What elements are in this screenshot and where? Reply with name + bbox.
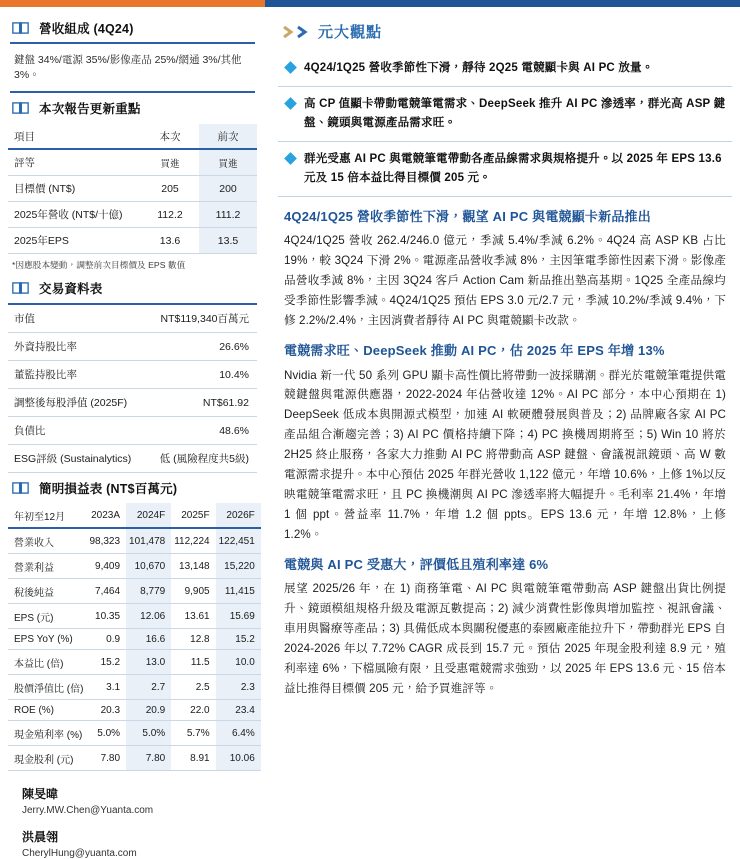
table-row [8,176,257,202]
diamond-bullet-icon [284,61,297,74]
row-value: 5.0% [86,721,126,746]
report-sections [278,197,732,699]
row-value: 112,224 [171,528,215,554]
table-row [8,604,261,629]
analyst-name: 陳旻暐 [22,787,59,802]
book-icon [12,21,29,35]
analyst-email[interactable]: Jerry.MW.Chen@Yuanta.com [22,805,154,817]
viewpoint-bullets [278,51,732,197]
table-row [8,721,261,746]
row-value: 13.0 [126,650,171,675]
table-row [8,629,261,650]
revenue-mix-title: 營收組成 (4Q24) [39,22,134,36]
row-value: 16.6 [126,629,171,650]
row-label: 股價淨值比 (倍) [8,675,86,700]
analyst-email[interactable]: CherylHung@yuanta.com [22,848,137,859]
row-value: NT$61.92 [147,389,257,417]
report-section [278,545,732,699]
row-value: 10.35 [86,604,126,629]
row-label: 營業利益 [8,554,86,579]
table-row [8,650,261,675]
analyst-list [8,771,257,859]
row-label: 現金殖利率 (%) [8,721,86,746]
section-header-update [8,93,257,122]
row-value: 8.91 [171,746,215,771]
row-value-previous: 買進 [199,149,257,176]
row-value-current: 13.6 [141,228,199,254]
column-header: 年初至12月 [8,503,86,528]
row-value-current: 205 [141,176,199,202]
income-statement-table [8,503,261,771]
viewpoint-title: 元大觀點 [318,24,383,41]
bullet-text: 高 CP 值顯卡帶動電競筆電需求、DeepSeek 推升 AI PC 滲透率，群光高 ASP 鍵盤、鏡頭與電源產品需求旺。 [304,97,726,129]
revenue-mix-text: 鍵盤 34%/電源 35%/影像產品 25%/網通 3%/其他 3%。 [14,54,242,81]
row-value: NT$119,340百萬元 [147,304,257,333]
section-paragraph: 4Q24/1Q25 營收 262.4/246.0 億元，季減 5.4%/季減 6.2%。4Q24 高 ASP KB 占比 19%，較 3Q24 下滑 2%。電源產品營收季減 8%，主因筆電季節性因素下滑。影像產品營收季減 8%，主因 3Q24 客戶 Action Cam 新品推出墊高基期。1Q25 全產品線均受季節性影響季減。4Q24/1Q25 預估 EPS 3.0 元/2.7 元，季減 10.2%/季減 9.4%，下修 2.2%/2.4%，主因消費者靜待 AI PC 與電競顯卡改款。 [284,234,726,328]
row-label: ESG評級 (Sustainalytics) [8,445,147,473]
section-header-income [8,473,257,502]
row-label: EPS (元) [8,604,86,629]
double-chevron-right-icon [282,24,309,40]
row-label: 評等 [8,149,141,176]
section-paragraph: Nvidia 新一代 50 系列 GPU 顯卡高性價比將帶動一波採購潮。群光於電競筆電提供電競鍵盤與電源供應器，2022-2024 年佔營收達 12%。AI PC 部分，本中心預期在 1) DeepSeek 低成本與開源式模型，加速 AI 軟硬體發展與普及；2) 品牌廠各家 AI PC 產品組合漸趨完善；3) AI PC 價格持續下降；4) PC 換機周期將至；5) Win 10 將於 2H25 終止服務，各家大力推動 AI PC 將帶動高 ASP 鍵盤、會議視訊鏡頭、高 W 數電源需求提升。本中心預估 2025 年群光營收 1,122 億元，年增 10.6%，上修 1%以反映電競筆電需求旺，且 PC 換機潮與 AI PC 滲透率將大幅提升。毛利率 21.4%，年增 1 個 ppt。營益率 11.7%，年增 1.2 個 ppts。EPS 13.6 元，年增 12.8%，上修 1.2%。 [284,368,726,542]
row-value: 23.4 [216,700,261,721]
diamond-bullet-icon [284,97,297,110]
table-row [8,304,257,333]
row-label: 目標價 (NT$) [8,176,141,202]
row-value: 15.2 [216,629,261,650]
viewpoint-header [278,13,732,51]
report-section [278,197,732,331]
row-value-previous: 111.2 [199,202,257,228]
row-label: 負債比 [8,417,147,445]
row-value: 10.0 [216,650,261,675]
column-header: 2023A [86,503,126,528]
row-value: 101,478 [126,528,171,554]
row-value: 2.5 [171,675,215,700]
row-value: 12.8 [171,629,215,650]
viewpoint-bullet [278,51,732,87]
table-row [8,579,261,604]
row-value: 3.1 [86,675,126,700]
row-label: 稅後純益 [8,579,86,604]
row-value: 8,779 [126,579,171,604]
row-value: 5.0% [126,721,171,746]
row-value: 11,415 [216,579,261,604]
row-value-previous: 13.5 [199,228,257,254]
row-value: 13,148 [171,554,215,579]
row-value: 15.69 [216,604,261,629]
book-icon [12,481,29,495]
table-header-row [8,124,257,149]
row-value-current: 買進 [141,149,199,176]
row-value: 20.3 [86,700,126,721]
row-label: 2025年營收 (NT$/十億) [8,202,141,228]
column-header: 前次 [199,124,257,149]
row-value: 7,464 [86,579,126,604]
row-value: 22.0 [171,700,215,721]
section-header-trading [8,273,257,302]
row-label: 本益比 (倍) [8,650,86,675]
section-header-revenue-mix [8,13,257,42]
row-label: 2025年EPS [8,228,141,254]
row-value: 11.5 [171,650,215,675]
row-value: 10.06 [216,746,261,771]
row-label: 現金股利 (元) [8,746,86,771]
row-label: 外資持股比率 [8,333,147,361]
column-header: 2024F [126,503,171,528]
update-table [8,124,257,254]
row-value-current: 112.2 [141,202,199,228]
row-value: 9,905 [171,579,215,604]
row-value: 10,670 [126,554,171,579]
table-row [8,389,257,417]
main-content [272,7,740,801]
row-value: 15,220 [216,554,261,579]
row-value: 12.06 [126,604,171,629]
bullet-text: 4Q24/1Q25 營收季節性下滑，靜待 2Q25 電競顯卡與 AI PC 放量。 [304,62,654,74]
trading-table [8,303,257,473]
row-value: 低 (風險程度共5級) [147,445,257,473]
table-row [8,228,257,254]
table-row [8,554,261,579]
column-header: 本次 [141,124,199,149]
update-title: 本次報告更新重點 [39,102,141,117]
column-header: 2025F [171,503,215,528]
row-value: 5.7% [171,721,215,746]
column-header: 項目 [8,124,141,149]
diamond-bullet-icon [284,152,297,165]
row-label: 市值 [8,304,147,333]
table-row [8,417,257,445]
analyst-entry [22,785,253,816]
row-value: 0.9 [86,629,126,650]
section-heading: 4Q24/1Q25 營收季節性下滑，觀望 AI PC 與電競顯卡新品推出 [284,208,651,224]
bullet-text: 群光受惠 AI PC 與電競筆電帶動各產品線需求與規格提升。以 2025 年 EPS 13.6 元及 15 倍本益比得目標價 205 元。 [304,152,722,184]
analyst-entry [22,828,253,859]
row-value: 98,323 [86,528,126,554]
update-table-note: *因應股本變動，調整前次目標價及 EPS 數值 [12,260,186,271]
section-paragraph: 展望 2025/26 年，在 1) 商務筆電、AI PC 與電競筆電帶動高 ASP 鍵盤出貨比例提升、鏡頭模組規格升級及電源瓦數提高；2) 減少消費性影像與增加監控、視訊會議、車用與醫療等產品；3) 具備低成本與關稅優惠的泰國廠產能拉升下，帶動群光 EPS 自 2024-2026 年以 7.72% CAGR 成長到 15.7 元。預估 2025 年現金股利達 8.9 元，殖利率達 6%，下檔風險有限，且受惠電競需求強勁，以 2025 年 EPS 13.6 元、15 倍本益比推得目標價 205 元，給予買進評等。 [284,582,726,696]
top-accent-bar [0,0,740,7]
table-row [8,149,257,176]
row-value: 15.2 [86,650,126,675]
table-row [8,700,261,721]
section-heading: 電競需求旺、DeepSeek 推動 AI PC，估 2025 年 EPS 年增 13% [284,343,665,359]
table-row [8,202,257,228]
row-label: 董監持股比率 [8,361,147,389]
row-label: EPS YoY (%) [8,629,86,650]
row-label: ROE (%) [8,700,86,721]
row-value-previous: 200 [199,176,257,202]
row-value: 7.80 [126,746,171,771]
table-row [8,675,261,700]
row-value: 2.3 [216,675,261,700]
viewpoint-bullet [278,87,732,142]
income-title: 簡明損益表 (NT$百萬元) [39,482,178,497]
table-row [8,528,261,554]
section-heading: 電競與 AI PC 受惠大，評價低且殖利率達 6% [284,556,549,572]
analyst-name: 洪晨翎 [22,830,59,845]
row-value: 13.61 [171,604,215,629]
report-section [278,331,732,545]
row-value: 122,451 [216,528,261,554]
row-value: 2.7 [126,675,171,700]
left-sidebar [0,7,265,859]
book-icon [12,281,29,295]
viewpoint-bullet [278,142,732,197]
row-value: 10.4% [147,361,257,389]
top-accent-blue [265,0,740,7]
column-header: 2026F [216,503,261,528]
table-row [8,746,261,771]
book-icon [12,101,29,115]
row-value: 26.6% [147,333,257,361]
row-label: 營業收入 [8,528,86,554]
row-value: 6.4% [216,721,261,746]
trading-title: 交易資料表 [39,282,103,297]
row-value: 48.6% [147,417,257,445]
row-label: 調整後每股淨值 (2025F) [8,389,147,417]
table-row [8,445,257,473]
top-accent-orange [0,0,265,7]
row-value: 20.9 [126,700,171,721]
table-row [8,333,257,361]
row-value: 9,409 [86,554,126,579]
table-row [8,361,257,389]
table-header-row [8,503,261,528]
row-value: 7.80 [86,746,126,771]
